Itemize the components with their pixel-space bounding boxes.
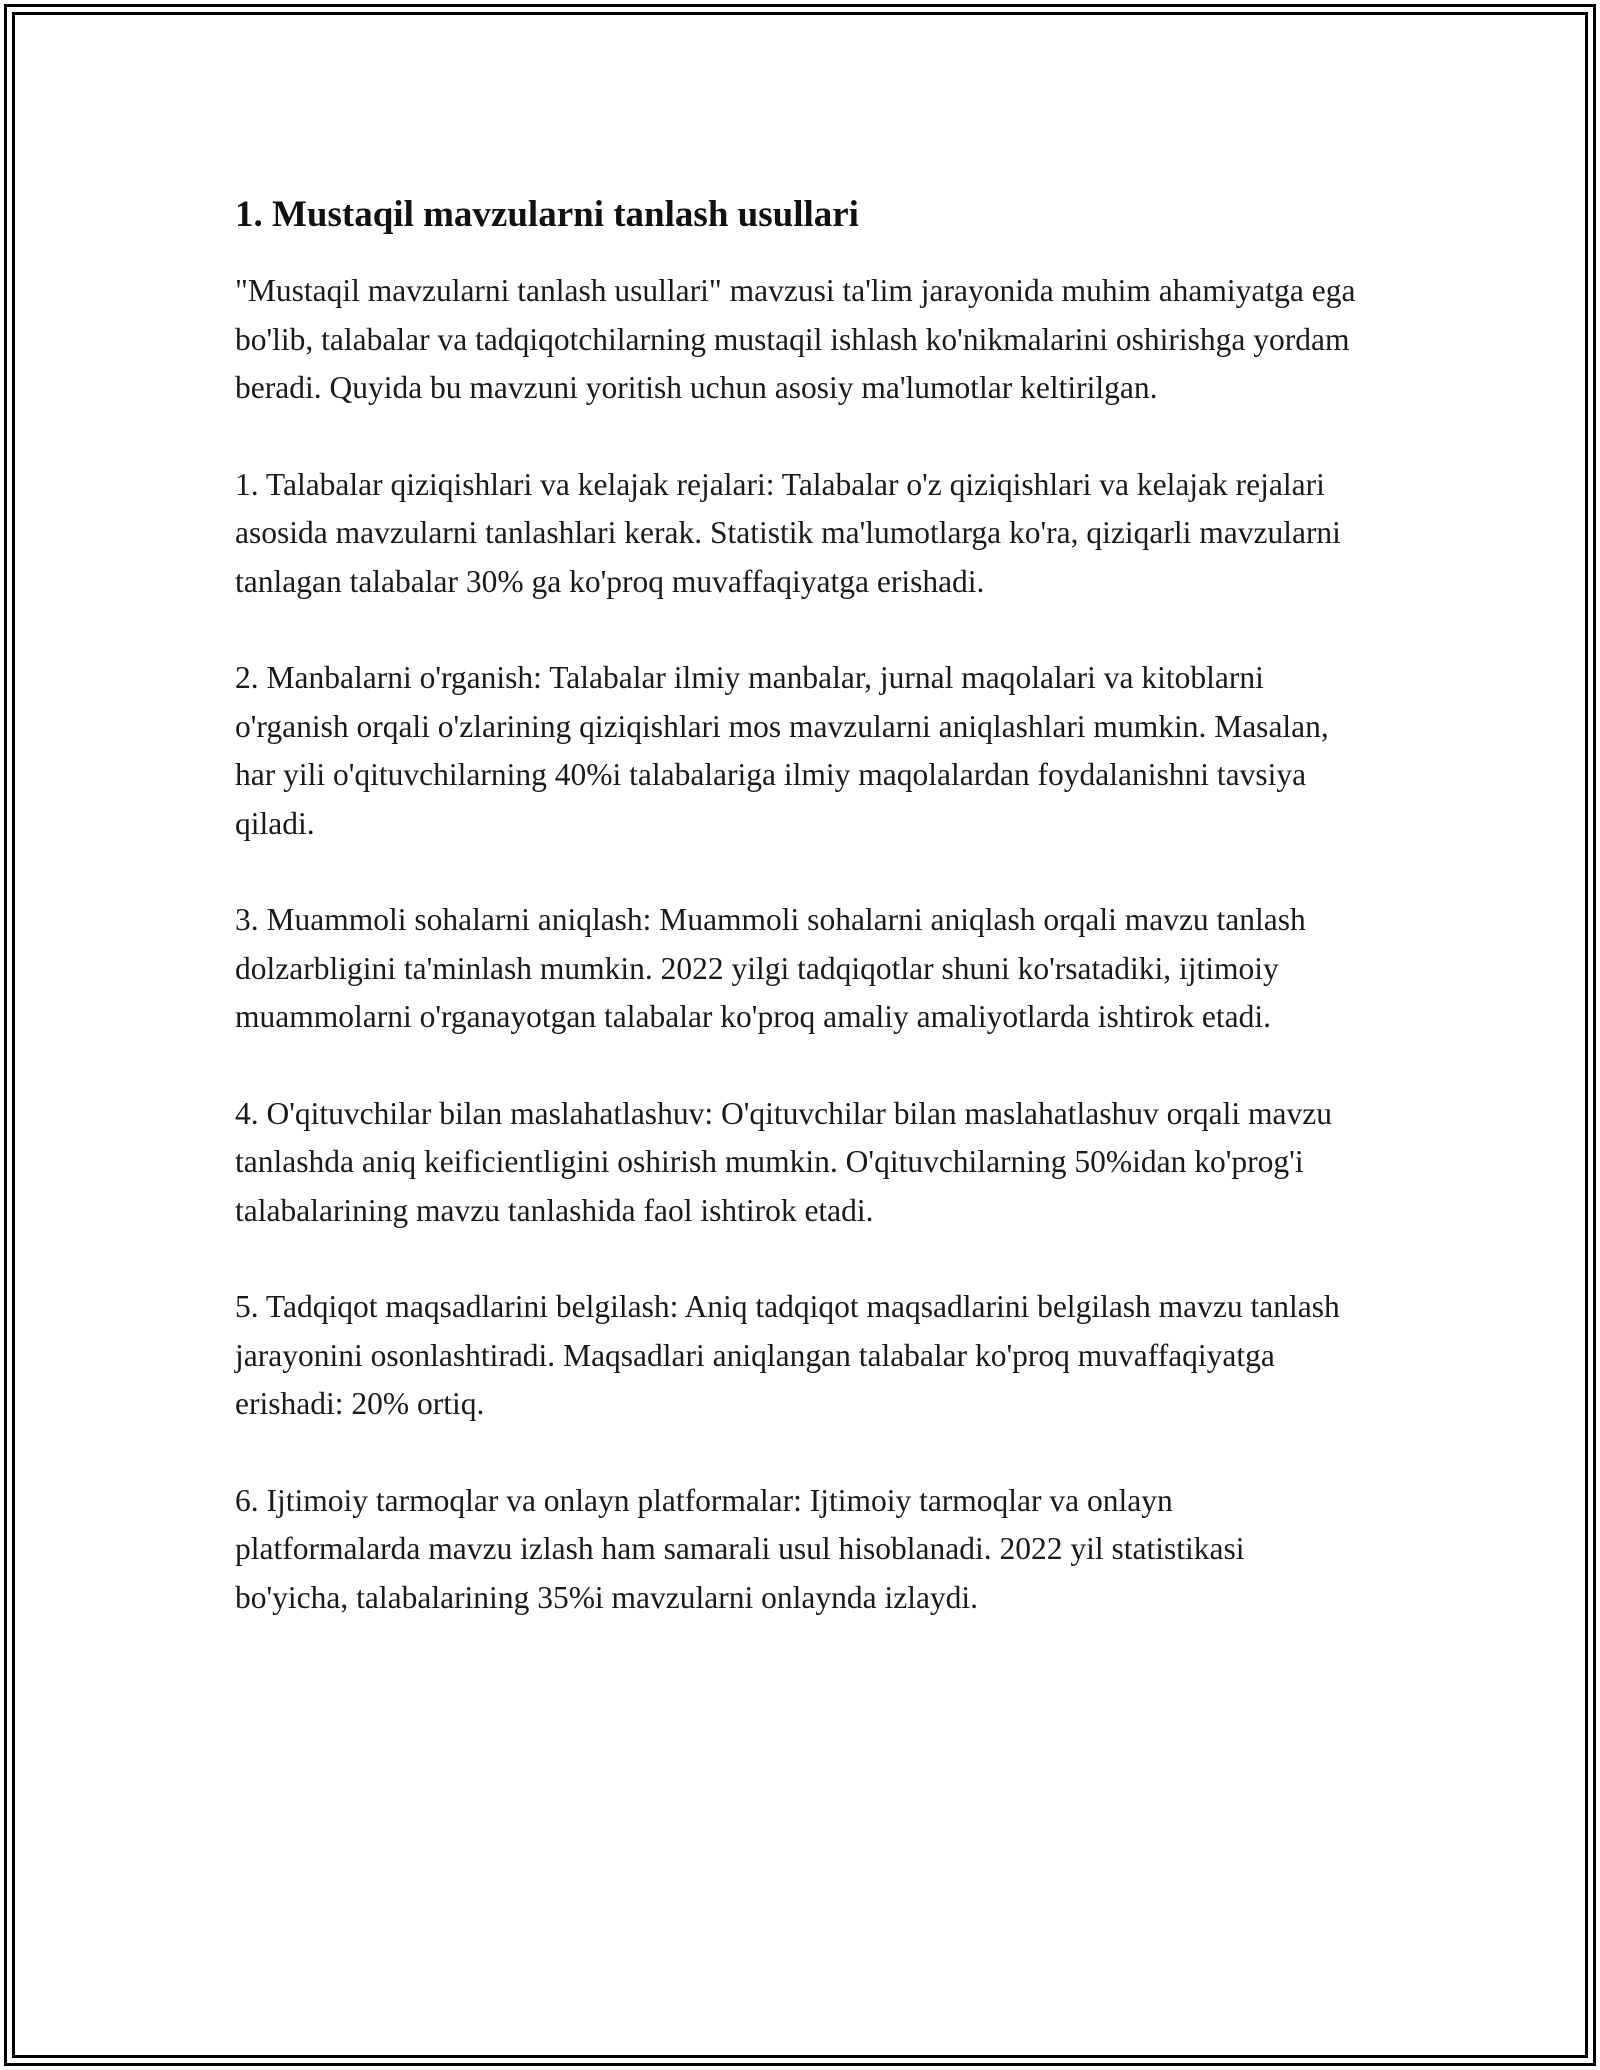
list-item-interests: 1. Talabalar qiziqishlari va kelajak rejalari: Talabalar o'z qiziqishlari va kelajak rejalari asosida mavzularni tanlashlari kerak. Statistik ma'lumotlarga ko'ra, qiziqarli mavzularni tanlagan talabalar 30% ga ko'proq muvaffaqiyatga erishadi. (235, 466, 1341, 599)
list-item-research-goals: 5. Tadqiqot maqsadlarini belgilash: Aniq tadqiqot maqsadlarini belgilash mavzu tanlash jarayonini osonlashtiradi. Maqsadlari aniqlangan talabalar ko'proq muvaffaqiyatga erishadi: 20% ortiq. (235, 1289, 1340, 1421)
list-item-sources: 2. Manbalarni o'rganish: Talabalar ilmiy manbalar, jurnal maqolalari va kitoblarni o'rganish orqali o'zlarining qiziqishlari mos mavzularni aniqlashlari mumkin. Masalan, har yili o'qituvchilarning 40%i talabalariga ilmiy maqolalardan foydalanishni tavsiya qiladi. (235, 660, 1329, 841)
intro-paragraph: "Mustaqil mavzularni tanlash usullari" mavzusi ta'lim jarayonida muhim ahamiyatga ega bo'lib, talabalar va tadqiqotchilarning mustaqil ishlash ko'nikmalarini oshirishga yordam beradi. Quyida bu mavzuni yoritish uchun asosiy ma'lumotlar keltirilgan. (235, 273, 1356, 405)
list-item-social-networks: 6. Ijtimoiy tarmoqlar va onlayn platformalar: Ijtimoiy tarmoqlar va onlayn platformalarda mavzu izlash ham samarali usul hisoblanadi. 2022 yil statistikasi bo'yicha, talabalarining 35%i mavzularni onlaynda izlaydi. (235, 1482, 1245, 1615)
list-item-problem-areas: 3. Muammoli sohalarni aniqlash: Muammoli sohalarni aniqlash orqali mavzu tanlash dolzarbligini ta'minlash mumkin. 2022 yilgi tadqiqotlar shuni ko'rsatadiki, ijtimoiy muammolarni o'rganayotgan talabalar ko'proq amaliy amaliyotlarda ishtirok etadi. (235, 902, 1306, 1034)
section-heading: 1. Mustaqil mavzularni tanlash usullari (235, 194, 859, 235)
list-item-teacher-consultation: 4. O'qituvchilar bilan maslahatlashuv: O'qituvchilar bilan maslahatlashuv orqali mavzu tanlashda aniq keificientligini oshirish mumkin. O'qituvchilarning 50%idan ko'prog'i talabalarining mavzu tanlashida faol ishtirok etadi. (235, 1095, 1332, 1228)
document-body (235, 185, 1365, 1670)
